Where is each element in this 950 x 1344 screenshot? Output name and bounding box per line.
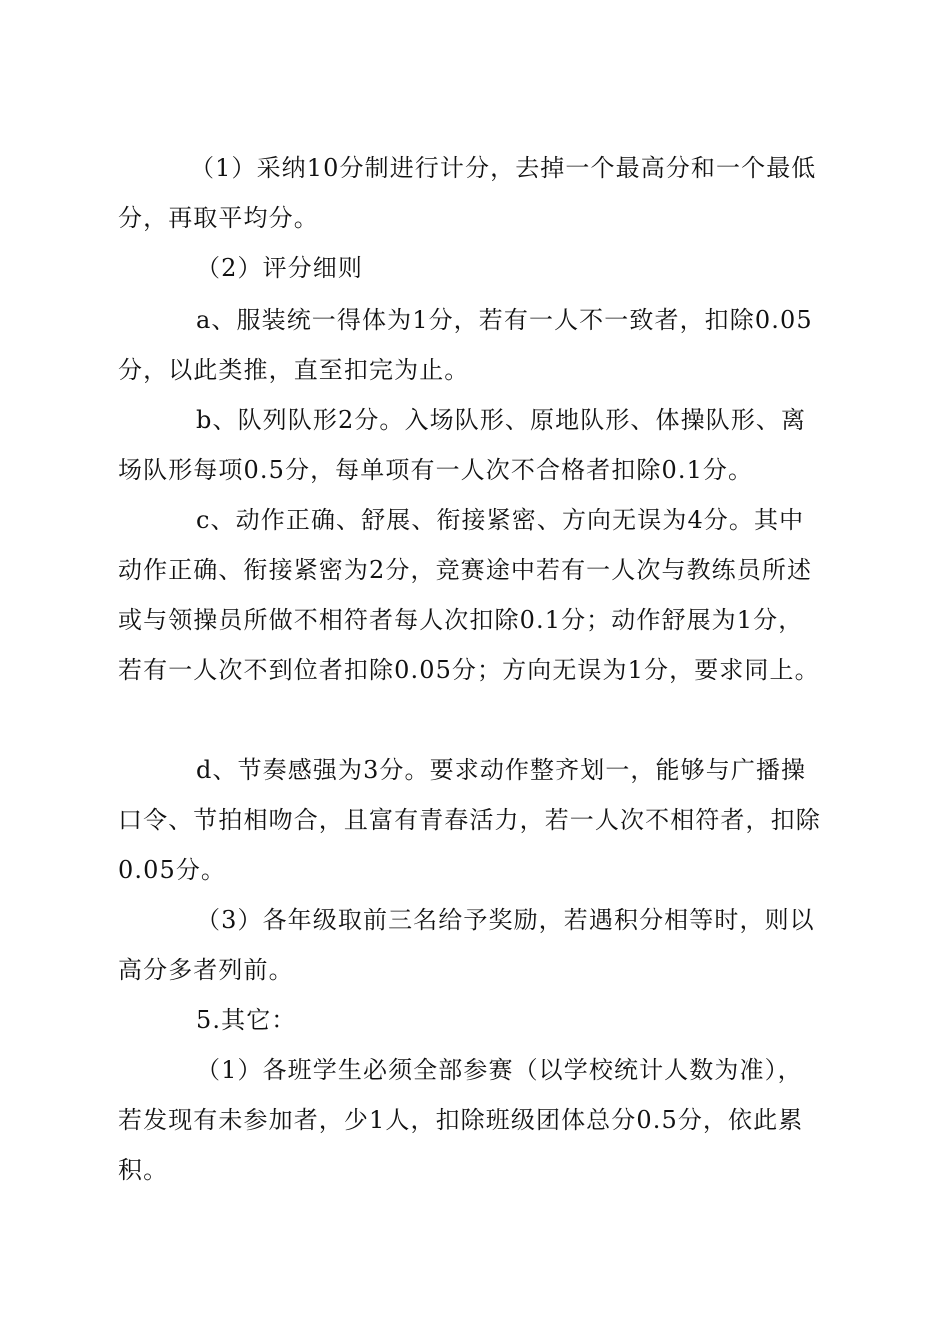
paragraph-line: 动作正确、衔接紧密为2分，竞赛途中若有一人次与教练员所述 — [118, 556, 813, 584]
paragraph-line: 场队形每项0.5分，每单项有一人次不合格者扣除0.1分。 — [118, 456, 754, 484]
paragraph-line: 若发现有未参加者，少1人，扣除班级团体总分0.5分，依此累 — [118, 1106, 804, 1134]
paragraph-line: d、节奏感强为3分。要求动作整齐划一，能够与广播操 — [196, 756, 807, 784]
paragraph-line: （1）各班学生必须全部参赛（以学校统计人数为准）， — [196, 1056, 803, 1084]
paragraph-line: 积。 — [118, 1156, 169, 1184]
paragraph-line: 口令、节拍相吻合，且富有青春活力，若一人次不相符者，扣除 — [118, 806, 821, 834]
paragraph-line: b、队列队形2分。入场队形、原地队形、体操队形、离 — [196, 406, 807, 434]
paragraph-line: （3）各年级取前三名给予奖励，若遇积分相等时，则以 — [196, 906, 815, 934]
paragraph-line: （1）采纳10分制进行计分，去掉一个最高分和一个最低 — [190, 154, 817, 182]
paragraph-line: a、服装统一得体为1分，若有一人不一致者，扣除0.05 — [196, 306, 813, 334]
paragraph-line: c、动作正确、舒展、衔接紧密、方向无误为4分。其中 — [196, 506, 805, 534]
paragraph-line: 或与领操员所做不相符者每人次扣除0.1分；动作舒展为1分， — [118, 606, 804, 634]
paragraph-line: 分，以此类推，直至扣完为止。 — [118, 356, 470, 384]
paragraph-line: 分，再取平均分。 — [118, 204, 319, 232]
section-heading: 5.其它： — [196, 1006, 297, 1034]
paragraph-line: 高分多者列前。 — [118, 956, 294, 984]
paragraph-line: 若有一人次不到位者扣除0.05分；方向无误为1分，要求同上。 — [118, 656, 820, 684]
section-heading: （2）评分细则 — [196, 254, 363, 282]
paragraph-line: 0.05分。 — [118, 856, 227, 884]
